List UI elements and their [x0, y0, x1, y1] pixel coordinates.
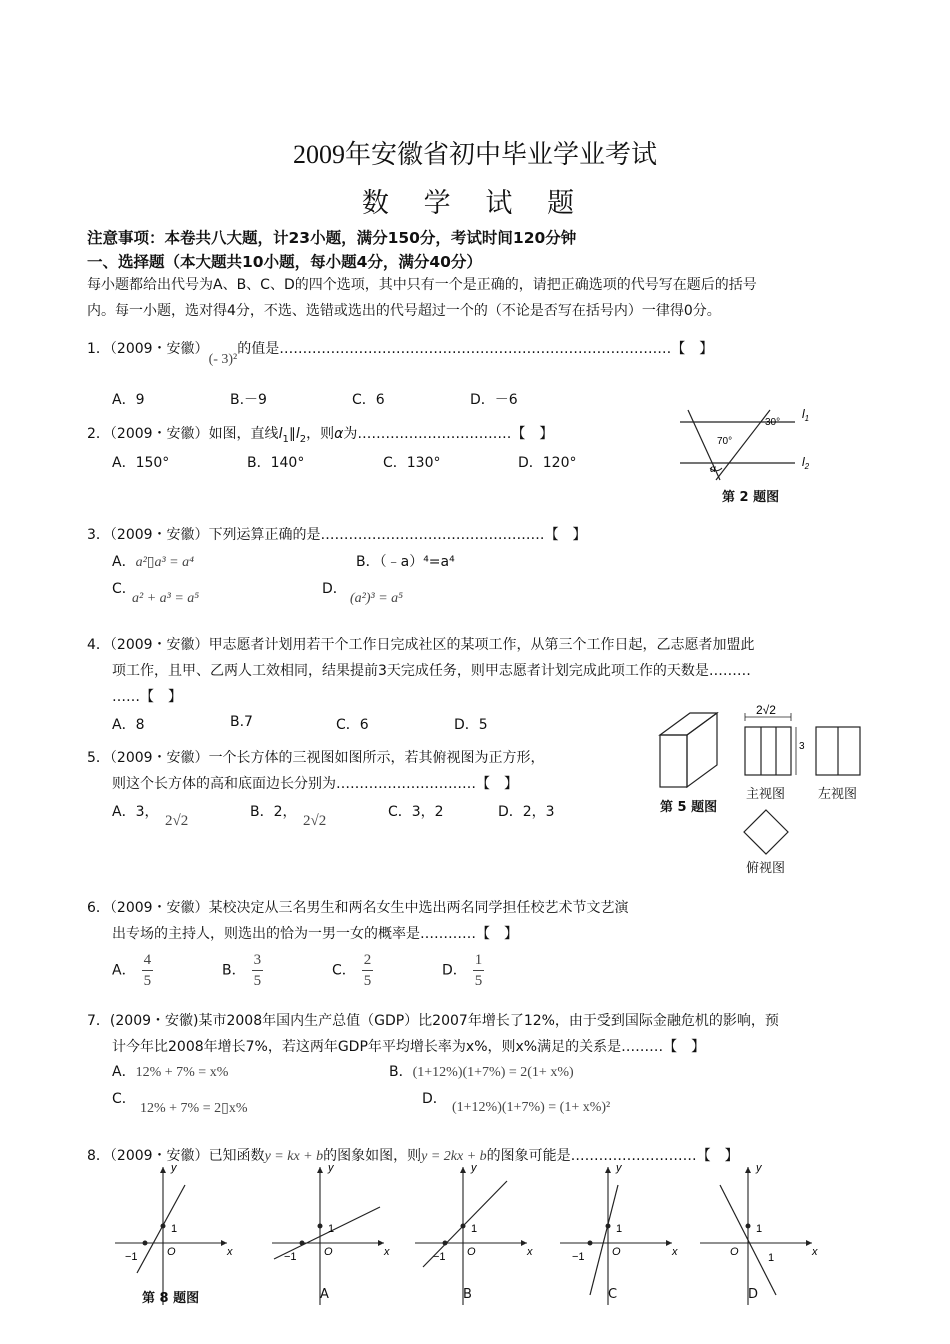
intercept-point: [746, 1224, 751, 1229]
x-label: x: [527, 1246, 533, 1258]
q5-cuboid: [660, 713, 717, 787]
q4-option-c: C．6: [336, 717, 369, 733]
q8-graph-d: [700, 1155, 820, 1305]
question-5-line-1: 5．（2009・安徽）一个长方体的三视图如图所示，若其俯视图为正方形，: [87, 750, 545, 766]
q1-bracket: 【 】: [671, 341, 714, 357]
q1-option-a: A．9: [112, 392, 145, 408]
q2-l1-sub: 1: [282, 433, 289, 445]
q1-source: （2009・安徽）: [109, 341, 209, 357]
origin-label: O: [324, 1246, 333, 1258]
x-label: x: [227, 1246, 233, 1258]
q5-top-view: [744, 810, 788, 854]
origin-label: O: [467, 1246, 476, 1258]
question-3: [87, 522, 587, 548]
x-label: x: [384, 1246, 390, 1258]
one-label: 1: [171, 1223, 178, 1235]
question-5-line-2: 则这个长方体的高和底面边长分别为…………………………【 】: [112, 776, 518, 792]
q3-option-b: B．（﹣a）⁴=a⁴: [356, 554, 455, 570]
q2-angle-70: 70°: [717, 436, 733, 447]
q2-l2-sub: 2: [299, 433, 307, 445]
q3-option-a: A．a²▯a³ = a⁴: [112, 554, 194, 570]
q2-option-c: C．130°: [383, 455, 441, 471]
q3-option-b-expr: （﹣a）⁴=a⁴: [379, 554, 455, 570]
q2-alpha: α: [334, 426, 344, 442]
q8-given-graph: [115, 1155, 235, 1305]
question-7-line-1: 7．(2009・安徽)某市2008年国内生产总值（GDP）比2007年增长了12%，由于受到国际金融危机的影响，预: [87, 1013, 779, 1029]
one-label: 1: [756, 1223, 763, 1235]
q3-option-a-expr: a²▯a³ = a⁴: [135, 555, 194, 570]
instruction-line-1: 每小题都给出代号为A、B、C、D的四个选项，其中只有一个是正确的，请把正确选项的代号写在题后的括号: [87, 277, 757, 293]
origin-label: O: [730, 1246, 739, 1258]
q5-option-d: D．2，3: [498, 804, 555, 820]
x-intercept-point: [588, 1241, 593, 1246]
y-label: y: [471, 1162, 477, 1174]
x-label: x: [672, 1246, 678, 1258]
q8-graph-c: [560, 1155, 680, 1305]
y-axis-arrow: [460, 1167, 466, 1173]
x-intercept-label: 1: [768, 1252, 775, 1264]
q8-function-2: y = 2kx + b: [421, 1149, 487, 1164]
question-7-line-2: 计今年比2008年增长7%，若这两年GDP年平均增长率为x%，则x%满足的关系是………【 】: [112, 1039, 706, 1055]
q2-l2: l: [295, 426, 300, 442]
y-label: y: [616, 1162, 622, 1174]
q2-l2-label: $l_2$: [802, 455, 810, 471]
question-6-line-1: 6．（2009・安徽）某校决定从三名男生和两名女生中选出两名同学担任校艺术节文艺演: [87, 900, 629, 916]
neg-one-label: −1: [125, 1251, 138, 1263]
q4-option-d: D．5: [454, 717, 488, 733]
q2-source: （2009・安徽）: [109, 426, 209, 442]
q8-graph-b: [415, 1155, 535, 1305]
q5-option-c: C．3，2: [388, 804, 444, 820]
q2-option-a: A．150°: [112, 455, 170, 471]
q2-bracket: 【 】: [511, 426, 554, 442]
q4-option-a: A．8: [112, 717, 145, 733]
x-intercept-point: [443, 1241, 448, 1246]
section-heading: 一、选择题（本大题共10小题，每小题4分，满分40分）: [87, 253, 482, 271]
q2-option-b: B．140°: [247, 455, 305, 471]
intercept-point: [161, 1224, 166, 1229]
y-axis-arrow: [605, 1167, 611, 1173]
q3-stem: 下列运算正确的是…………………………………………: [208, 527, 545, 543]
q1-expression: (- 3)²: [208, 352, 238, 367]
q5-left-view: [816, 727, 860, 775]
q8-function-1: y = kx + b: [264, 1149, 324, 1164]
q1-option-d: D．－6: [470, 392, 518, 408]
q7-option-d-expr: (1+12%)(1+7%) = (1+ x%)²: [452, 1100, 611, 1115]
q7-option-b: B．(1+12%)(1+7%) = 2(1+ x%): [389, 1064, 574, 1080]
intercept-point: [318, 1224, 323, 1229]
question-4-line-3: ……【 】: [112, 689, 182, 705]
q1-option-b: B.－9: [230, 392, 267, 408]
q5-figure-caption: 第 5 题图: [660, 800, 718, 815]
y-axis-arrow: [745, 1167, 751, 1173]
question-4-line-2: 项工作，且甲、乙两人工效相同，结果提前3天完成任务，则甲志愿者计划完成此项工作的天数是………: [112, 663, 751, 679]
q3-option-d-label: D．: [322, 581, 347, 597]
neg-one-label: −1: [433, 1251, 446, 1263]
q5-front-label: 主视图: [746, 787, 786, 802]
y-label: y: [756, 1162, 762, 1174]
q8-graph-a: [272, 1155, 392, 1305]
one-label: 1: [328, 1223, 335, 1235]
question-8: 8．（2009・安徽）已知函数y = kx + b的图象如图，则y = 2kx + b的图象可能是………………………【 】: [87, 1148, 739, 1164]
intercept-point: [461, 1224, 466, 1229]
q2-option-d: D．120°: [518, 455, 577, 471]
origin-label: O: [612, 1246, 621, 1258]
q5-front-view: [745, 713, 796, 775]
q8-option-label: B: [463, 1287, 472, 1302]
q5-left-label: 左视图: [818, 787, 858, 802]
q6-option-d: D． $\frac{1}{5}$: [442, 952, 483, 989]
q5-option-b-value: 2√2: [303, 813, 327, 829]
q2-l1-label: $l_1$: [802, 407, 810, 423]
q5-width-label: 2√2: [756, 703, 776, 717]
q3-option-c-expr: a² + a³ = a⁵: [132, 591, 200, 606]
q1-number: 1．: [87, 341, 110, 357]
q1-option-c: C．6: [352, 392, 385, 408]
q1-stem: 的值是…………………………………………………………………………: [237, 341, 672, 357]
y-label: y: [328, 1162, 334, 1174]
instruction-line-2: 内。每一小题，选对得4分，不选、选错或选出的代号超过一个的（不论是否写在括号内）一律得0分。: [87, 303, 721, 319]
q2-figure-caption: 第 2 题图: [722, 490, 780, 505]
q3-option-c-label: C．: [112, 581, 136, 597]
q8-option-label: C: [608, 1287, 618, 1302]
q2-alpha-label: α: [710, 464, 716, 475]
notice: 注意事项：本卷共八大题，计23小题，满分150分，考试时间120分钟: [87, 229, 577, 247]
q8-option-label: D: [748, 1287, 759, 1302]
q2-parallel: ∥: [288, 426, 296, 442]
y-axis-arrow: [317, 1167, 323, 1173]
intercept-point: [606, 1224, 611, 1229]
q5-option-a-value: 2√2: [165, 813, 189, 829]
q5-option-b: B．2，: [250, 804, 297, 820]
q3-source: （2009・安徽）: [109, 527, 209, 543]
origin-label: O: [167, 1246, 176, 1258]
x-intercept-point: [300, 1241, 305, 1246]
neg-one-label: −1: [572, 1251, 585, 1263]
q2-stem-2: ，则: [306, 426, 335, 442]
q5-option-a: A．3，: [112, 804, 159, 820]
q2-number: 2．: [87, 426, 110, 442]
q6-option-c: C． $\frac{2}{5}$: [332, 952, 372, 989]
x-label: x: [812, 1246, 818, 1258]
q2-l1: l: [278, 426, 283, 442]
q5-top-label: 俯视图: [746, 861, 786, 876]
question-2: [87, 421, 553, 453]
one-label: 1: [616, 1223, 623, 1235]
x-intercept-point: [143, 1241, 148, 1246]
q8-figure-caption: 第 8 题图: [142, 1291, 200, 1306]
y-axis-arrow: [160, 1167, 166, 1173]
q2-stem-3: 为……………………………: [343, 426, 512, 442]
q3-option-d-expr: (a²)³ = a⁵: [350, 591, 404, 606]
q4-option-b: B.7: [230, 714, 253, 730]
exam-subtitle: 数 学 试 题: [361, 188, 589, 218]
function-line: [590, 1185, 618, 1295]
q2-stem: 如图，直线: [208, 426, 279, 442]
q3-number: 3．: [87, 527, 110, 543]
y-label: y: [171, 1162, 177, 1174]
q6-option-a: A． $\frac{4}{5}$: [112, 952, 152, 989]
q6-option-b: B． $\frac{3}{5}$: [222, 952, 262, 989]
q7-option-a: A．12% + 7% = x%: [112, 1064, 229, 1080]
q7-option-c-expr: 12% + 7% = 2▯x%: [140, 1101, 248, 1116]
q7-option-d-label: D．: [422, 1091, 447, 1107]
exam-title: 2009年安徽省初中毕业学业考试: [292, 140, 657, 169]
question-6-line-2: 出专场的主持人，则选出的恰为一男一女的概率是…………【 】: [112, 926, 518, 942]
question-4-line-1: 4．（2009・安徽）甲志愿者计划用若干个工作日完成社区的某项工作，从第三个工作日起，乙志愿者加盟此: [87, 637, 755, 653]
function-line: [137, 1185, 185, 1273]
q3-bracket: 【 】: [544, 527, 587, 543]
q8-option-label: A: [320, 1287, 329, 1302]
one-label: 1: [471, 1223, 478, 1235]
q2-angle-30: 30°: [765, 417, 781, 428]
q5-height-label: 3: [799, 741, 805, 752]
neg-one-label: −1: [284, 1251, 297, 1263]
q7-option-c-label: C．: [112, 1091, 136, 1107]
question-1: [87, 336, 714, 367]
